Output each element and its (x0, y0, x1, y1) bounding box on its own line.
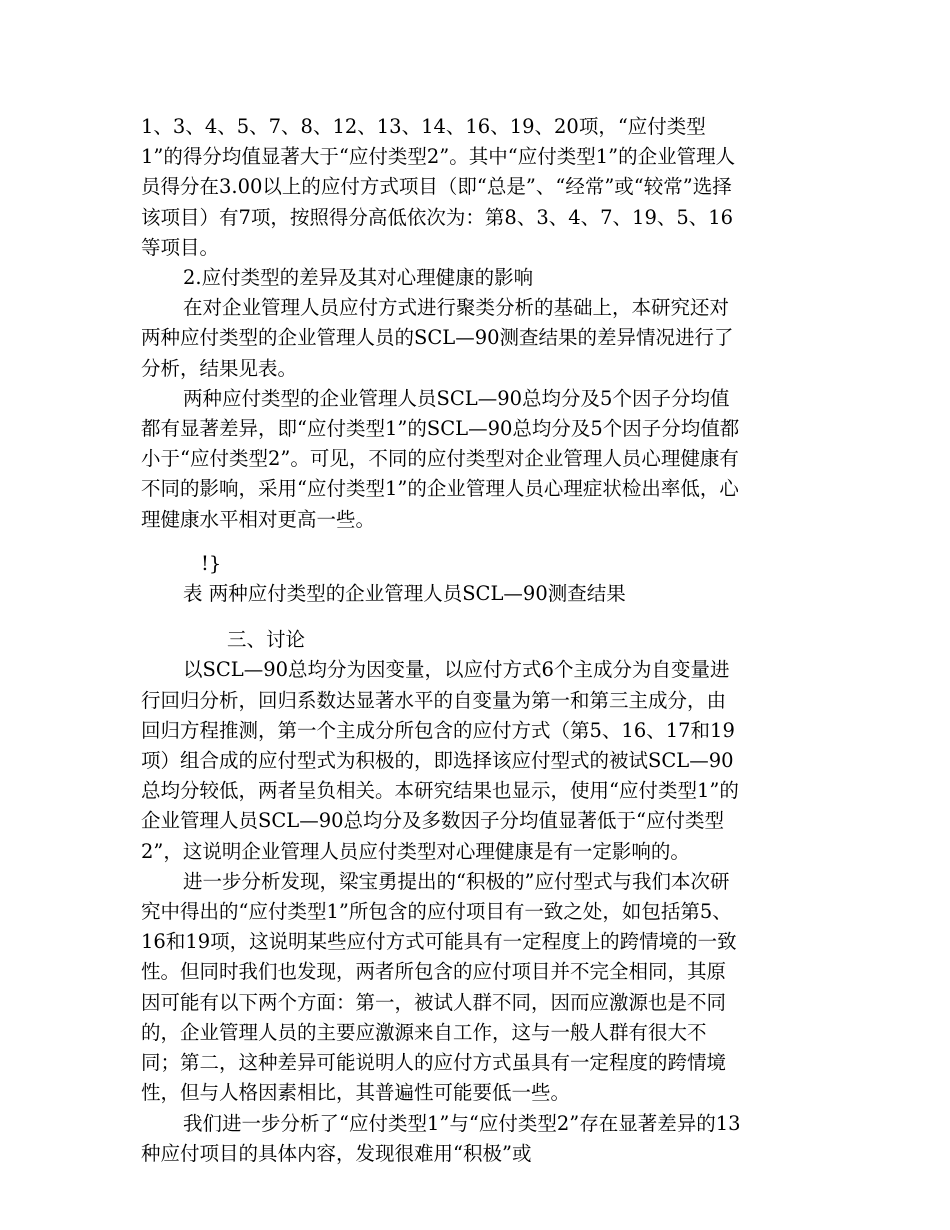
table-caption: 表 两种应付类型的企业管理人员SCL—90测查结果 (183, 582, 626, 606)
paragraph-regression-analysis: 以SCL—90总均分为因变量，以应付方式6个主成分为自变量进行回归分析，回归系数达显著水平的自变量为第一和第三主成分，由回归方程推测，第一个主成分所包含的应付方式（第5、16、17和19项）组合成的应付型式为积极的，即选择该应付型式的被试SCL—90总均分较低，两者呈负相关。本研究结果也显示，使用“应付类型1”的企业管理人员SCL—90总均分及多数因子分均值显著低于“应付类型2”，这说明企业管理人员应付类型对心理健康是有一定影响的。 (141, 658, 739, 863)
subheading-coping-type-difference: 2.应付类型的差异及其对心理健康的影响 (183, 266, 534, 290)
paragraph-scl90-difference: 两种应付类型的企业管理人员SCL—90总均分及5个因子分均值都有显著差异，即“应付类型1”的SCL—90总均分及5个因子分均值都小于“应付类型2”。可见，不同的应付类型对企业管理人员心理健康有不同的影响，采用“应付类型1”的企业管理人员心理症状检出率低，心理健康水平相对更高一些。 (141, 386, 740, 531)
paragraph-coping-items-result: 1、3、4、5、7、8、12、13、14、16、19、20项，“应付类型1”的得分均值显著大于“应付类型2”。其中“应付类型1”的企业管理人员得分在3.00以上的应付方式项目（即“总是”、“经常”或“较常”选择该项目）有7项，按照得分高低依次为：第8、3、4、7、19、5、16等项目。 (141, 115, 736, 259)
text-fragment: !} (201, 551, 222, 575)
paragraph-coping-item-content: 我们进一步分析了“应付类型1”与“应付类型2”存在显著差异的13种应付项目的具体内容，发现很难用“积极”或 (141, 1111, 741, 1165)
paragraph-scl90-analysis: 在对企业管理人员应付方式进行聚类分析的基础上，本研究还对两种应付类型的企业管理人员的SCL—90测查结果的差异情况进行了分析，结果见表。 (141, 296, 734, 380)
section-heading-discussion: 三、讨论 (227, 628, 306, 652)
document-body (141, 112, 741, 1169)
paragraph-further-analysis: 进一步分析发现，梁宝勇提出的“积极的”应付型式与我们本次研究中得出的“应付类型1”所包含的应付项目有一致之处，如包括第5、16和19项，这说明某些应付方式可能具有一定程度上的跨情境的一致性。但同时我们也发现，两者所包含的应付项目并不完全相同，其原因可能有以下两个方面：第一，被试人群不同，因而应激源也是不同的，企业管理人员的主要应激源来自工作，这与一般人群有很大不同；第二，这种差异可能说明人的应付方式虽具有一定程度的跨情境性，但与人格因素相比，其普遍性可能要低一些。 (141, 869, 737, 1105)
